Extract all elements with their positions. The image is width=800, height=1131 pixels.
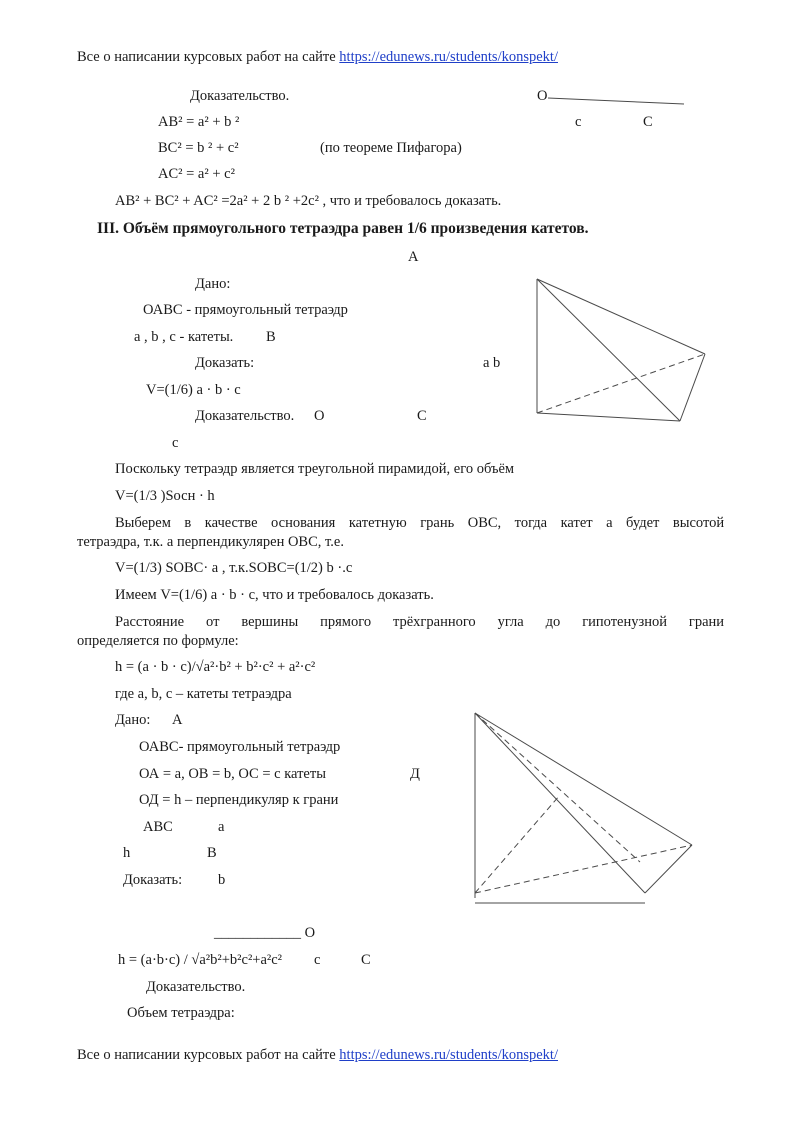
body-p3-line2: тетраэдра, т.к. а перпендикулярен ОВС, т.е. xyxy=(77,534,344,550)
body-p1: Поскольку тетраэдр является треугольной пирамидой, его объём xyxy=(115,461,515,477)
section3-proof: Доказательство. xyxy=(195,408,295,424)
fig1-label-c: c xyxy=(575,114,582,130)
fig3-edge-od xyxy=(475,795,560,893)
section3-formula: V=(1/6) a · b · c xyxy=(146,382,241,398)
fig2-label-c-cap: С xyxy=(417,408,427,424)
section3-legs: a , b , c - катеты. xyxy=(134,329,234,345)
body-p4: V=(1/3) SОВС· a , т.к.SОВС=(1/2) b ·.c xyxy=(115,560,353,576)
body-p6-line2: определяется по формуле: xyxy=(77,633,239,649)
fig3-edge-ab xyxy=(475,713,692,845)
page-footer xyxy=(77,1048,558,1063)
section4-prove: Доказать: xyxy=(123,872,183,888)
header-text: Все о написании курсовых работ на сайте xyxy=(77,49,340,65)
fig3-edge-ac xyxy=(475,713,645,893)
fig1-label-o: О xyxy=(537,88,548,104)
section4-proof: Доказательство. xyxy=(146,979,246,995)
proof1-result: AB² + BC² + AC² =2a² + 2 b ² +2c² , что и требовалось доказать. xyxy=(115,193,502,209)
section4-volume: Объем тетраэдра: xyxy=(127,1005,235,1021)
fig3-underline-o: ____________ О xyxy=(214,925,316,941)
fig3-label-b: В xyxy=(207,845,217,861)
body-p8: где a, b, c – катеты тетраэдра xyxy=(115,686,292,702)
fig1-label-cap-c: C xyxy=(643,114,653,130)
header-link[interactable]: https://edunews.ru/students/konspekt/ xyxy=(339,49,558,65)
section4-od: ОД = h – перпендикуляр к грани xyxy=(139,792,339,808)
body-p7: h = (a · b · c)/√a²·b² + b²·c² + a²·c² xyxy=(115,659,316,675)
fig3-edge-bc xyxy=(645,845,692,893)
fig2-label-c: c xyxy=(172,435,179,451)
fig3-label-c: c xyxy=(314,952,321,968)
footer-text: Все о написании курсовых работ на сайте xyxy=(77,1047,340,1063)
section3-prove: Доказать: xyxy=(195,355,255,371)
fig3-label-b-small: b xyxy=(218,872,226,888)
fig3-label-d: Д xyxy=(410,766,420,782)
section3-heading: III. Объём прямоугольного тетраэдра равен 1/6 произведения катетов. xyxy=(97,220,589,237)
fig3-label-a: А xyxy=(172,712,183,728)
footer-link[interactable]: https://edunews.ru/students/konspekt/ xyxy=(339,1047,558,1063)
fig3-label-h: h xyxy=(123,845,131,861)
section4-given: Дано: xyxy=(115,712,151,728)
section4-formula: h = (a·b·c) / √a²b²+b²c²+a²c² xyxy=(118,952,283,968)
fig3-label-a-small: a xyxy=(218,819,225,835)
proof1-note: (по теореме Пифагора) xyxy=(320,140,462,156)
section4-abc: АВС xyxy=(143,819,173,835)
proof1-title: Доказательство. xyxy=(190,88,290,104)
body-p3-line1: Выберем в качестве основания катетную грань ОВС, тогда катет a будет высотой xyxy=(115,515,725,531)
section4-legs: ОА = a, ОВ = b, ОС = c катеты xyxy=(139,766,326,782)
proof1-eq1: AB² = a² + b ² xyxy=(158,114,240,130)
body-p5: Имеем V=(1/6) a · b · c, что и требовалось доказать. xyxy=(115,587,434,603)
fig3-edge-ob xyxy=(475,845,692,893)
body-p6-line1: Расстояние от вершины прямого трёхгранного угла до гипотенузной грани xyxy=(115,614,725,630)
fig2-label-a: А xyxy=(408,249,419,265)
fig3-edge-ad xyxy=(475,713,640,862)
body-p2: V=(1/3 )Sосн · h xyxy=(115,488,215,504)
fig2-label-o: О xyxy=(314,408,325,424)
fig3-label-c-cap: С xyxy=(361,952,371,968)
fig2-label-ab: a b xyxy=(483,355,501,371)
section3-oabc: ОАВС - прямоугольный тетраэдр xyxy=(143,302,348,318)
section3-given: Дано: xyxy=(195,276,231,292)
proof1-eq2: BC² = b ² + c² xyxy=(158,140,239,156)
fig2-label-b: В xyxy=(266,329,276,345)
section4-oabc: ОАВС- прямоугольный тетраэдр xyxy=(139,739,341,755)
proof1-eq3: AC² = a² + c² xyxy=(158,166,235,182)
